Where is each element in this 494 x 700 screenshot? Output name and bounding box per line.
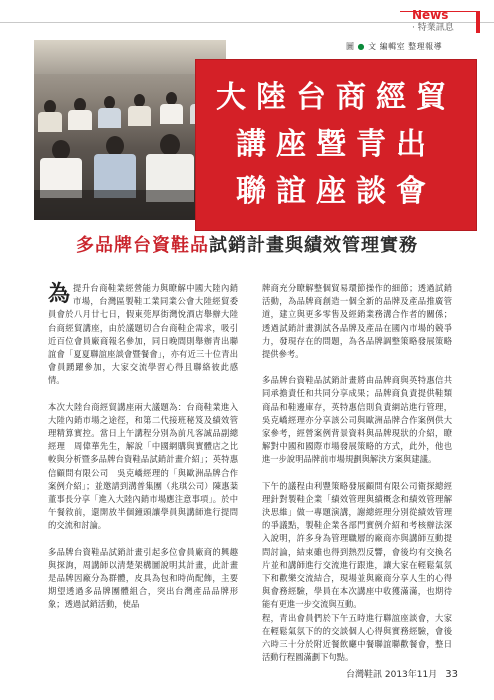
body-paragraph: 多品牌台資鞋品試銷計畫將由品牌商與英特惠信共同承擔責任和共同分享成果；品牌商負責提供鞋類商品和鞋邊庫存，英特惠信則負責網站進行管理，吳克嶠經理亦分享該公司與歐洲品牌合作案例供大家參考，經營案例背景資料與品牌現狀的介紹，瞭解對中國和國際市場發展策略的方式，此外，他也進一步說明品牌前市場規劃與解決方案與建議。	[262, 375, 452, 465]
title-banner	[196, 60, 476, 230]
photo-attendee	[160, 134, 180, 156]
credit-text: 文 編輯室 整理報導	[368, 42, 443, 51]
drop-cap: 為	[48, 281, 71, 307]
photo-attendee	[98, 108, 121, 128]
section-label-cn: ‧ 特業訊息	[412, 23, 454, 33]
body-paragraph	[48, 282, 238, 388]
section-label-en: News	[412, 8, 449, 22]
title-line-3: 聯誼座談會	[236, 174, 436, 209]
body-paragraph: 多品牌台資鞋品試銷計畫引起多位會員廠商的興趣與探詢，周講師以清楚架構圖說明其計畫，此計畫是品牌因廠分為群體，皮具為包和時尚配飾，主要期望透過多品牌團體組合，突出台灣產品品牌形象；透過試銷活動，使品	[48, 546, 238, 610]
subtitle-highlight: 多品牌台資鞋品	[76, 235, 209, 256]
body-column-right	[262, 282, 452, 677]
body-paragraph: 本次大陸台商經貿講座兩大議題為：台商鞋業進入大陸內銷市場之途徑，和第二代接班秘笈及績效管理精算實控。當日上午講程分別為前凡客誠品副總經理 周偉華先生，解說「中國網購與實體店之比較與分析暨多品牌台資鞋品試銷計畫介紹」；英特惠信顧問有限公司 吳克嶠經理的「與歐洲品牌合作案例介紹」；並邀請到溝普集團（兆琪公司）陳惠棻董事長分享「進入大陸內銷市場應注意事項」。於中午餐敘前，還開放半個鐘頭讓學員與講師進行提問的交流和討論。	[48, 401, 238, 531]
photo-attendee	[68, 110, 92, 130]
photo-attendee	[160, 104, 183, 124]
page-number: 33	[445, 669, 458, 680]
photo-attendee	[38, 112, 62, 132]
page-footer	[346, 669, 458, 681]
photo-attendee	[128, 106, 151, 126]
body-paragraph: 下午的議程由利豐策略發展顧問有限公司衛探總經理針對製鞋企業「績效管理與績概念和績效管理解決思維」做一專題演講，謝總經理分別從績效管理的爭議點，製鞋企業各部門實例介紹和考核辦法深入說明，許多身為管理職層的廠商亦與講師互動提問討論，結束雖也得到熱烈反響，會後均有交換名片並和講師進行交流進行跟進，讓大家在輕鬆氣氛下和歡樂交流結合，現場並與廠商分享人生的心得與會務經驗，學員在本次講座中收獲滿滿，也期待能有更進一步交流與互動。	[262, 480, 452, 610]
article-subtitle	[0, 234, 494, 258]
body-column-left	[48, 282, 238, 625]
paragraph-text: 提升台商鞋業經營能力與瞭解中國大陸內銷市場，台灣區製鞋工業同業公會大陸經貿委員會於八月廿七日，假東莞厚街灣悅酒店舉辦大陸台商經貿講座，由於議題切合台商鞋企需求，吸引近百位會員廠商報名參加，同日晚間則舉辦青出聯誼會「夏夏聯誼座談會暨餐會」，亦有近三十位青出會員踴躍參加，大家交流學習心得且聯絡彼此感情。	[48, 283, 238, 386]
subtitle-rest: 試銷計畫與績效管理實務	[209, 235, 418, 256]
credit-dot: ●	[357, 42, 366, 51]
body-paragraph: 程，青出會員們於下午五時進行聯誼座談會，大家在輕鬆氣氛下的的交談個人心得與實務經驗，會後六時三十分於附近餐飲廳中餐聯誼聯歡餐會，整日活動行程圓滿劃下句點。	[262, 612, 452, 663]
photo-attendee	[106, 136, 124, 156]
credit-prefix: 圖	[346, 42, 355, 51]
title-line-1: 大陸台商經貿	[216, 80, 456, 115]
photo-credit	[346, 41, 442, 52]
section-marker	[476, 11, 480, 33]
photo-attendee	[52, 140, 70, 160]
body-paragraph: 牌商充分瞭解整個貿易環節操作的細節；透過試銷活動，為品牌商創造一個全新的品牌及產品推廣管道，建立與更多零售及經銷業務溝合作者的關係；透過試銷計畫測試各品牌及產品在國內市場的競爭力，發現存在的問題，為各品牌調整策略發展策略提供參考。	[262, 283, 452, 360]
footer-publication: 台灣鞋訊 2013年11月	[346, 670, 438, 680]
title-line-2: 講座暨青出	[236, 127, 436, 162]
